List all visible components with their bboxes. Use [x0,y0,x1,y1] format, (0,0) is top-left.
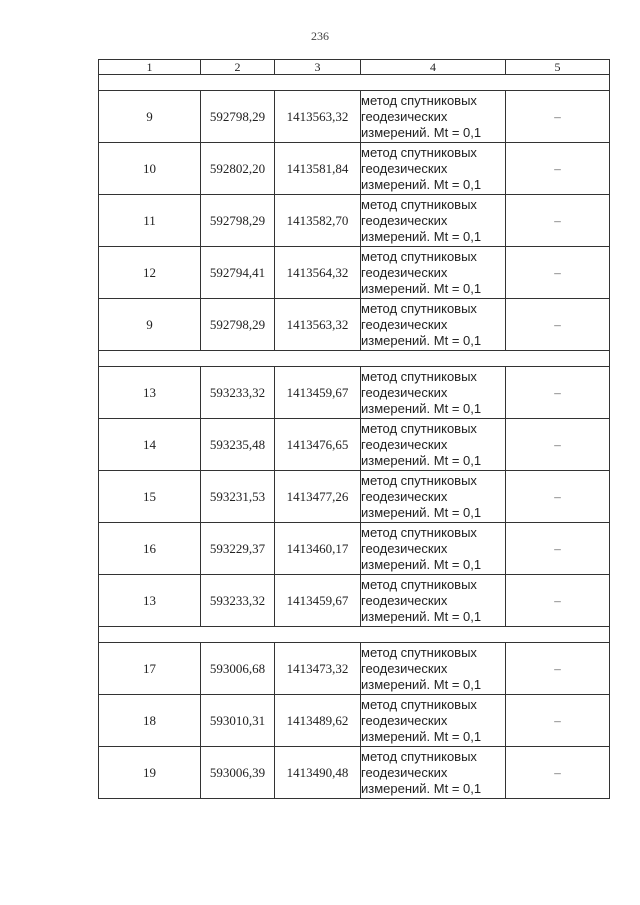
method-line: метод спутниковых [361,248,477,264]
point-number-cell: 18 [99,695,201,747]
table-row [99,247,610,299]
method-line: метод спутниковых [361,748,477,764]
table-row [99,575,610,627]
method-line: геодезических [361,384,448,400]
table-row [99,143,610,195]
method-line: измерений. Mt = 0,1 [361,400,482,416]
group-separator-row [99,351,610,367]
method-line: метод спутниковых [361,696,477,712]
x-coordinate-cell: 593233,32 [201,367,275,419]
table-row [99,695,610,747]
note-cell: – [506,367,610,419]
method-line: геодезических [361,160,448,176]
method-line: метод спутниковых [361,144,477,160]
method-cell [361,695,506,747]
table-row [99,747,610,799]
method-line: геодезических [361,436,448,452]
method-line: метод спутниковых [361,420,477,436]
method-cell [361,143,506,195]
note-cell: – [506,419,610,471]
method-line: измерений. Mt = 0,1 [361,728,482,744]
y-coordinate-cell: 1413581,84 [275,143,361,195]
method-cell [361,195,506,247]
y-coordinate-cell: 1413582,70 [275,195,361,247]
method-line: измерений. Mt = 0,1 [361,280,482,296]
table-row [99,643,610,695]
header-col-4: 4 [361,60,506,75]
group-separator-row [99,75,610,91]
table-row [99,195,610,247]
x-coordinate-cell: 592798,29 [201,91,275,143]
table-body [99,75,610,799]
y-coordinate-cell: 1413490,48 [275,747,361,799]
note-cell: – [506,195,610,247]
header-col-5: 5 [506,60,610,75]
method-line: измерений. Mt = 0,1 [361,452,482,468]
method-line: измерений. Mt = 0,1 [361,228,482,244]
group-separator-cell [99,351,610,367]
method-line: геодезических [361,712,448,728]
point-number-cell: 13 [99,367,201,419]
point-number-cell: 9 [99,91,201,143]
method-line: метод спутниковых [361,524,477,540]
x-coordinate-cell: 593235,48 [201,419,275,471]
header-col-1: 1 [99,60,201,75]
header-row [99,60,610,75]
point-number-cell: 13 [99,575,201,627]
x-coordinate-cell: 592794,41 [201,247,275,299]
method-cell [361,575,506,627]
method-line: измерений. Mt = 0,1 [361,176,482,192]
method-cell [361,747,506,799]
method-line: измерений. Mt = 0,1 [361,504,482,520]
method-line: измерений. Mt = 0,1 [361,608,482,624]
method-cell [361,419,506,471]
note-cell: – [506,523,610,575]
method-cell [361,471,506,523]
x-coordinate-cell: 593229,37 [201,523,275,575]
y-coordinate-cell: 1413476,65 [275,419,361,471]
group-separator-cell [99,75,610,91]
point-number-cell: 9 [99,299,201,351]
point-number-cell: 15 [99,471,201,523]
method-line: геодезических [361,488,448,504]
page-number: 236 [311,29,329,43]
table-row [99,471,610,523]
table-row [99,299,610,351]
point-number-cell: 12 [99,247,201,299]
table-row [99,367,610,419]
method-line: метод спутниковых [361,92,477,108]
y-coordinate-cell: 1413563,32 [275,299,361,351]
x-coordinate-cell: 593231,53 [201,471,275,523]
x-coordinate-cell: 593006,68 [201,643,275,695]
y-coordinate-cell: 1413459,67 [275,367,361,419]
method-line: геодезических [361,264,448,280]
point-number-cell: 17 [99,643,201,695]
method-cell [361,299,506,351]
method-cell [361,91,506,143]
method-line: измерений. Mt = 0,1 [361,676,482,692]
group-separator-cell [99,627,610,643]
table-row [99,419,610,471]
group-separator-row [99,627,610,643]
header-col-3: 3 [275,60,361,75]
method-line: измерений. Mt = 0,1 [361,780,482,796]
point-number-cell: 19 [99,747,201,799]
note-cell: – [506,575,610,627]
method-line: метод спутниковых [361,368,477,384]
method-line: геодезических [361,764,448,780]
point-number-cell: 10 [99,143,201,195]
note-cell: – [506,747,610,799]
y-coordinate-cell: 1413477,26 [275,471,361,523]
y-coordinate-cell: 1413459,67 [275,575,361,627]
x-coordinate-cell: 593006,39 [201,747,275,799]
method-line: геодезических [361,108,448,124]
x-coordinate-cell: 592802,20 [201,143,275,195]
y-coordinate-cell: 1413460,17 [275,523,361,575]
method-cell [361,523,506,575]
method-line: метод спутниковых [361,576,477,592]
note-cell: – [506,143,610,195]
method-line: метод спутниковых [361,196,477,212]
y-coordinate-cell: 1413563,32 [275,91,361,143]
method-line: измерений. Mt = 0,1 [361,556,482,572]
method-line: геодезических [361,212,448,228]
coordinates-table [98,59,610,799]
method-cell [361,643,506,695]
method-line: измерений. Mt = 0,1 [361,332,482,348]
table-row [99,91,610,143]
x-coordinate-cell: 592798,29 [201,299,275,351]
method-cell [361,367,506,419]
note-cell: – [506,695,610,747]
method-cell [361,247,506,299]
header-col-2: 2 [201,60,275,75]
method-line: метод спутниковых [361,300,477,316]
table-row [99,523,610,575]
method-line: геодезических [361,592,448,608]
method-line: геодезических [361,660,448,676]
x-coordinate-cell: 593233,32 [201,575,275,627]
method-line: метод спутниковых [361,472,477,488]
note-cell: – [506,299,610,351]
note-cell: – [506,91,610,143]
x-coordinate-cell: 593010,31 [201,695,275,747]
note-cell: – [506,471,610,523]
method-line: измерений. Mt = 0,1 [361,124,482,140]
point-number-cell: 11 [99,195,201,247]
y-coordinate-cell: 1413564,32 [275,247,361,299]
y-coordinate-cell: 1413473,32 [275,643,361,695]
method-line: геодезических [361,316,448,332]
method-line: геодезических [361,540,448,556]
note-cell: – [506,247,610,299]
y-coordinate-cell: 1413489,62 [275,695,361,747]
x-coordinate-cell: 592798,29 [201,195,275,247]
method-line: метод спутниковых [361,644,477,660]
note-cell: – [506,643,610,695]
point-number-cell: 16 [99,523,201,575]
point-number-cell: 14 [99,419,201,471]
